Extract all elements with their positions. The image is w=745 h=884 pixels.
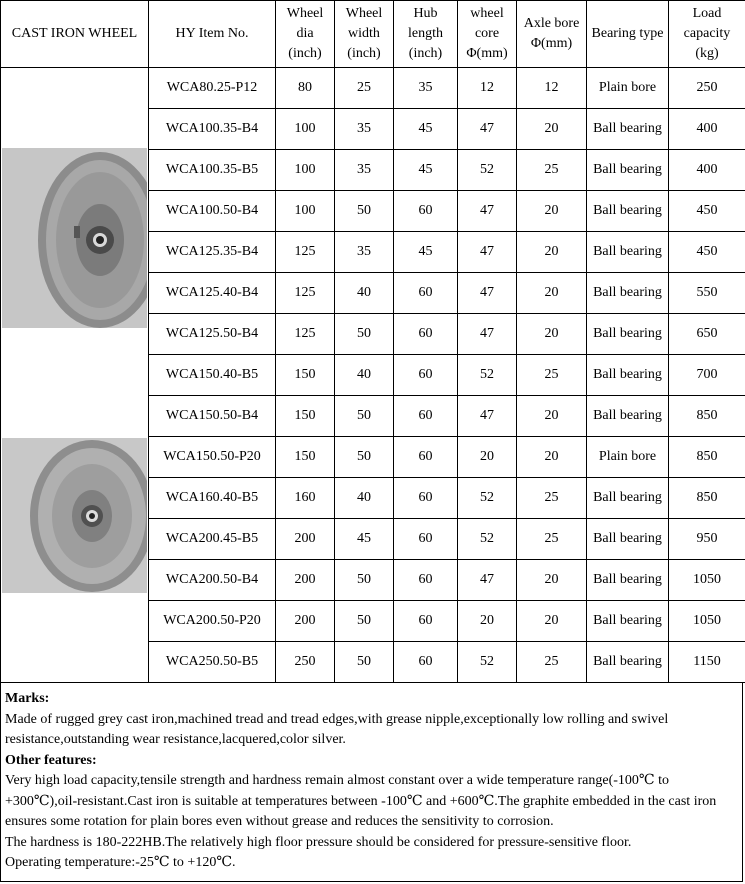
axle-bore: 25 — [517, 642, 587, 683]
item-no: WCA150.40-B5 — [149, 355, 276, 396]
item-no: WCA160.40-B5 — [149, 478, 276, 519]
wheel-core: 47 — [458, 560, 517, 601]
bearing-type: Ball bearing — [587, 109, 669, 150]
wheel-core: 20 — [458, 437, 517, 478]
axle-bore: 20 — [517, 560, 587, 601]
header-load-capacity — [669, 1, 745, 68]
wheel-width: 40 — [335, 478, 394, 519]
header-line: Axle bore — [523, 16, 580, 31]
item-no: WCA250.50-B5 — [149, 642, 276, 683]
product-title: CAST IRON WHEEL — [1, 1, 149, 68]
hub-length: 35 — [394, 68, 458, 109]
hub-length: 60 — [394, 191, 458, 232]
load-capacity: 1050 — [669, 601, 745, 642]
bearing-type: Ball bearing — [587, 232, 669, 273]
axle-bore: 20 — [517, 191, 587, 232]
wheel-width: 50 — [335, 314, 394, 355]
wheel-width: 45 — [335, 519, 394, 560]
load-capacity: 450 — [669, 191, 745, 232]
wheel-core: 47 — [458, 109, 517, 150]
table-body — [1, 68, 745, 683]
axle-bore: 20 — [517, 273, 587, 314]
header-line: Φ(mm) — [530, 36, 573, 51]
wheel-dia: 160 — [276, 478, 335, 519]
hub-length: 60 — [394, 519, 458, 560]
item-no: WCA125.35-B4 — [149, 232, 276, 273]
wheel-core: 52 — [458, 478, 517, 519]
image-column — [1, 68, 149, 683]
wheel-width: 35 — [335, 232, 394, 273]
header-row — [1, 1, 745, 68]
load-capacity: 450 — [669, 232, 745, 273]
bearing-type: Plain bore — [587, 68, 669, 109]
item-no: WCA80.25-P12 — [149, 68, 276, 109]
bearing-type: Ball bearing — [587, 396, 669, 437]
header-line: wheel — [470, 6, 504, 21]
header-wheel-core — [458, 1, 517, 68]
bearing-type: Ball bearing — [587, 314, 669, 355]
features-text: Operating temperature:-25℃ to +120℃. — [5, 855, 236, 870]
wheel-dia: 125 — [276, 232, 335, 273]
wheel-width: 50 — [335, 191, 394, 232]
header-line: Load — [692, 6, 722, 21]
axle-bore: 25 — [517, 150, 587, 191]
hub-length: 60 — [394, 314, 458, 355]
wheel-dia: 150 — [276, 396, 335, 437]
header-line: length — [408, 26, 443, 41]
item-no: WCA100.35-B4 — [149, 109, 276, 150]
wheel-width: 50 — [335, 601, 394, 642]
header-item: HY Item No. — [149, 1, 276, 68]
wheel-core: 52 — [458, 642, 517, 683]
header-line: Wheel — [286, 6, 324, 21]
load-capacity: 1050 — [669, 560, 745, 601]
bearing-type: Ball bearing — [587, 150, 669, 191]
bearing-type: Ball bearing — [587, 478, 669, 519]
wheel-dia: 100 — [276, 109, 335, 150]
axle-bore: 25 — [517, 478, 587, 519]
load-capacity: 950 — [669, 519, 745, 560]
item-no: WCA150.50-B4 — [149, 396, 276, 437]
wheel-core: 47 — [458, 273, 517, 314]
wheel-dia: 100 — [276, 150, 335, 191]
wheel-dia: 100 — [276, 191, 335, 232]
marks-text: Made of rugged grey cast iron,machined tread and tread edges,with grease nipple,exceptionally low rolling and swivel resistance,outstanding wear resistance,lacquered,color silver. — [5, 711, 669, 747]
item-no: WCA125.40-B4 — [149, 273, 276, 314]
wheel-images — [1, 68, 148, 682]
wheel-dia: 80 — [276, 68, 335, 109]
bearing-type: Ball bearing — [587, 191, 669, 232]
load-capacity: 550 — [669, 273, 745, 314]
axle-bore: 25 — [517, 519, 587, 560]
header-line: dia — [296, 26, 314, 41]
axle-bore: 20 — [517, 109, 587, 150]
wheel-core: 47 — [458, 396, 517, 437]
bearing-type: Ball bearing — [587, 601, 669, 642]
hub-length: 45 — [394, 232, 458, 273]
item-no: WCA200.50-P20 — [149, 601, 276, 642]
cast-iron-wheel-photo — [2, 148, 147, 328]
header-line: Φ(mm) — [466, 46, 508, 61]
marks-heading: Marks: — [5, 691, 50, 706]
bearing-type: Ball bearing — [587, 273, 669, 314]
wheel-side-photo — [2, 148, 147, 328]
wheel-core: 47 — [458, 232, 517, 273]
header-bearing-type: Bearing type — [587, 1, 669, 68]
wheel-core: 52 — [458, 150, 517, 191]
wheel-dia: 200 — [276, 519, 335, 560]
item-no: WCA150.50-P20 — [149, 437, 276, 478]
bearing-type: Ball bearing — [587, 642, 669, 683]
wheel-dia: 150 — [276, 355, 335, 396]
wheel-dia: 200 — [276, 560, 335, 601]
cast-iron-wheel-photo — [2, 438, 147, 593]
wheel-core: 12 — [458, 68, 517, 109]
item-no: WCA100.35-B5 — [149, 150, 276, 191]
wheel-dia: 125 — [276, 273, 335, 314]
axle-bore: 20 — [517, 601, 587, 642]
header-line: Hub — [413, 6, 438, 21]
load-capacity: 400 — [669, 150, 745, 191]
hub-length: 60 — [394, 355, 458, 396]
load-capacity: 400 — [669, 109, 745, 150]
axle-bore: 12 — [517, 68, 587, 109]
load-capacity: 1150 — [669, 642, 745, 683]
wheel-dia: 250 — [276, 642, 335, 683]
load-capacity: 250 — [669, 68, 745, 109]
hub-length: 60 — [394, 560, 458, 601]
wheel-width: 25 — [335, 68, 394, 109]
wheel-dia: 150 — [276, 437, 335, 478]
hub-length: 45 — [394, 150, 458, 191]
load-capacity: 650 — [669, 314, 745, 355]
item-no: WCA125.50-B4 — [149, 314, 276, 355]
wheel-core: 47 — [458, 314, 517, 355]
wheel-dia: 200 — [276, 601, 335, 642]
item-no: WCA200.45-B5 — [149, 519, 276, 560]
header-axle-bore — [517, 1, 587, 68]
wheel-core: 47 — [458, 191, 517, 232]
wheel-width: 50 — [335, 437, 394, 478]
load-capacity: 850 — [669, 478, 745, 519]
bearing-type: Plain bore — [587, 437, 669, 478]
axle-bore: 20 — [517, 232, 587, 273]
hub-length: 60 — [394, 437, 458, 478]
header-line: (inch) — [347, 46, 381, 61]
hub-length: 45 — [394, 109, 458, 150]
header-wheel-dia — [276, 1, 335, 68]
item-no: WCA200.50-B4 — [149, 560, 276, 601]
header-hub-length — [394, 1, 458, 68]
load-capacity: 850 — [669, 437, 745, 478]
wheel-width: 40 — [335, 355, 394, 396]
axle-bore: 25 — [517, 355, 587, 396]
header-line: Wheel — [345, 6, 383, 21]
wheel-width: 50 — [335, 396, 394, 437]
wheel-width: 40 — [335, 273, 394, 314]
hub-length: 60 — [394, 396, 458, 437]
header-wheel-width — [335, 1, 394, 68]
wheel-core: 52 — [458, 519, 517, 560]
header-line: (inch) — [408, 46, 443, 61]
wheel-width: 35 — [335, 150, 394, 191]
features-heading: Other features: — [5, 752, 97, 768]
wheel-width: 35 — [335, 109, 394, 150]
header-line: width — [348, 26, 380, 41]
features-text: The hardness is 180-222HB.The relatively high floor pressure should be considered for pressure-sensitive floor. — [5, 834, 632, 850]
header-line: (inch) — [288, 46, 322, 61]
wheel-dia: 125 — [276, 314, 335, 355]
axle-bore: 20 — [517, 314, 587, 355]
notes-section — [0, 682, 743, 882]
wheel-core: 52 — [458, 355, 517, 396]
header-line: core — [474, 26, 500, 41]
hub-length: 60 — [394, 601, 458, 642]
axle-bore: 20 — [517, 437, 587, 478]
table-row — [1, 68, 745, 109]
axle-bore: 20 — [517, 396, 587, 437]
bearing-type: Ball bearing — [587, 355, 669, 396]
wheel-core: 20 — [458, 601, 517, 642]
header-line: capacity — [683, 26, 731, 41]
bearing-type: Ball bearing — [587, 560, 669, 601]
item-no: WCA100.50-B4 — [149, 191, 276, 232]
wheel-side-photo — [2, 438, 147, 593]
hub-length: 60 — [394, 642, 458, 683]
load-capacity: 850 — [669, 396, 745, 437]
wheel-width: 50 — [335, 642, 394, 683]
hub-length: 60 — [394, 478, 458, 519]
wheel-width: 50 — [335, 560, 394, 601]
header-line: (kg) — [695, 46, 719, 61]
load-capacity: 700 — [669, 355, 745, 396]
features-text: Very high load capacity,tensile strength and hardness remain almost constant over a wide temperature range(-100℃ to +300℃),oil-resistant.Cast iron is suitable at temperatures between -100℃ and +600℃.The graphite embedded in the cast iron ensures some rotation for plain bores even without grease and reduces the sensitivity to corrosion. — [5, 773, 717, 829]
hub-length: 60 — [394, 273, 458, 314]
bearing-type: Ball bearing — [587, 519, 669, 560]
